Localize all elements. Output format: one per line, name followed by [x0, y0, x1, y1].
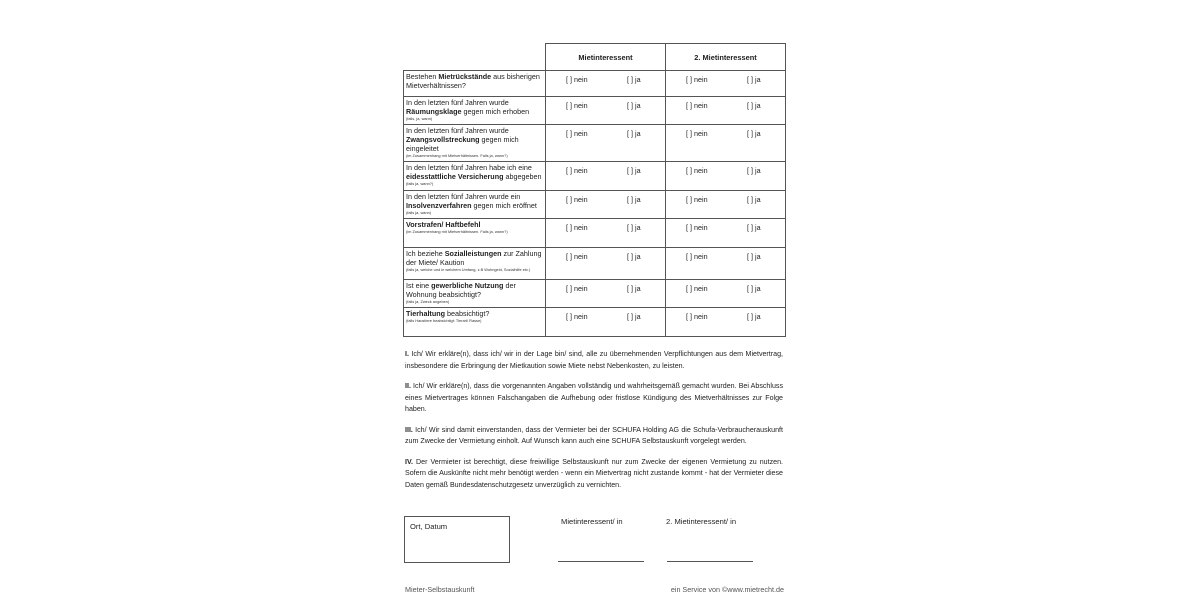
checkbox-nein[interactable]: [ ] nein	[566, 195, 588, 204]
header-applicant-2: 2. Mietinteressent	[666, 44, 786, 71]
declaration-number: III.	[405, 425, 413, 434]
question-text-post: aus bisherigen Mietverhältnissen?	[406, 72, 540, 90]
question-note: (falls ja, wann?)	[406, 181, 434, 186]
place-date-field[interactable]	[404, 516, 510, 563]
checkbox-nein[interactable]: [ ] nein	[566, 284, 588, 293]
checkbox-ja[interactable]: [ ] ja	[627, 101, 641, 110]
checkbox-ja[interactable]: [ ] ja	[627, 75, 641, 84]
declaration-text: Der Vermieter ist berechtigt, diese freiwillige Selbstauskunft nur zum Zwecke der eigenen Vermietung zu nutzen. Sofern die Auskünfte nicht mehr benötigt werden - wenn ein Mietvertrag nicht zustande kommt - hat der Vermieter diese Daten gemäß Bundesdatenschutzgesetz unverzüglich zu vernichten.	[405, 457, 783, 489]
answer-cell-applicant-2	[666, 71, 786, 97]
question-cell	[404, 97, 546, 125]
declaration-paragraph	[405, 349, 783, 372]
question-text-pre: In den letzten fünf Jahren habe ich eine	[406, 163, 532, 172]
answer-cell-applicant-1	[546, 191, 666, 219]
checkbox-nein[interactable]: [ ] nein	[566, 252, 588, 261]
checkbox-ja[interactable]: [ ] ja	[747, 166, 761, 175]
question-keyword: Mietrückstände	[438, 72, 492, 81]
question-text	[406, 163, 543, 181]
signature-line-applicant-2[interactable]	[667, 561, 753, 562]
question-cell	[404, 248, 546, 280]
declaration-text: Ich/ Wir sind damit einverstanden, dass der Vermieter bei der SCHUFA Holding AG die Schufa-Verbraucherauskunft zum Zwecke der Vermietung einholt. Auf Wunsch kann auch eine SCHUFA Selbstauskunft vorgelegt werden.	[405, 425, 783, 445]
question-cell	[404, 71, 546, 97]
checkbox-nein[interactable]: [ ] nein	[566, 129, 588, 138]
checkbox-ja[interactable]: [ ] ja	[627, 223, 641, 232]
question-text-pre: In den letzten fünf Jahren wurde	[406, 126, 509, 135]
signature-label-applicant-2: 2. Mietinteressent/ in	[666, 517, 737, 526]
question-note: (falls, ja, wann)	[406, 116, 433, 121]
checkbox-nein[interactable]: [ ] nein	[686, 129, 708, 138]
checkbox-nein[interactable]: [ ] nein	[686, 312, 708, 321]
answer-cell-applicant-1	[546, 162, 666, 191]
question-cell	[404, 280, 546, 308]
question-text	[406, 309, 543, 318]
question-row	[404, 280, 786, 308]
question-text-post: zur Zahlung der Miete/ Kaution	[406, 249, 542, 267]
question-row	[404, 71, 786, 97]
answer-cell-applicant-1	[546, 97, 666, 125]
question-text	[406, 72, 543, 90]
footer-service-link[interactable]: ein Service von ©www.mietrecht.de	[670, 585, 784, 594]
answer-cell-applicant-2	[666, 308, 786, 337]
declaration-paragraph	[405, 381, 783, 416]
question-note: (falls ja, wann)	[406, 210, 432, 215]
question-keyword: Tierhaltung	[406, 309, 446, 318]
question-text-post: gegen mich eröffnet	[471, 201, 537, 210]
question-text-post: gegen mich eingeleitet	[406, 135, 519, 153]
question-row	[404, 162, 786, 191]
question-text-pre: Bestehen	[406, 72, 439, 81]
checkbox-ja[interactable]: [ ] ja	[627, 129, 641, 138]
checkbox-nein[interactable]: [ ] nein	[686, 101, 708, 110]
question-cell	[404, 125, 546, 162]
question-text-pre: Ich beziehe	[406, 249, 445, 258]
checkbox-ja[interactable]: [ ] ja	[627, 312, 641, 321]
checkbox-ja[interactable]: [ ] ja	[747, 252, 761, 261]
question-keyword: Räumungsklage	[406, 107, 462, 116]
question-row	[404, 308, 786, 337]
header-empty-cell	[404, 44, 546, 71]
question-cell	[404, 219, 546, 248]
checkbox-nein[interactable]: [ ] nein	[566, 166, 588, 175]
checkbox-nein[interactable]: [ ] nein	[566, 223, 588, 232]
declaration-number: II.	[405, 382, 411, 390]
checkbox-nein[interactable]: [ ] nein	[686, 195, 708, 204]
answer-cell-applicant-1	[546, 219, 666, 248]
question-note: (im Zusammenhang mit Mietverhältnissen. Falls ja, wann?)	[406, 229, 508, 234]
answer-cell-applicant-2	[666, 191, 786, 219]
question-note: (falls Haustiere beabsichtigt: Tierart/ Rasse)	[406, 318, 482, 323]
checkbox-ja[interactable]: [ ] ja	[627, 252, 641, 261]
footer-title: Mieter-Selbstauskunft	[405, 585, 475, 594]
checkbox-nein[interactable]: [ ] nein	[566, 312, 588, 321]
answer-cell-applicant-1	[546, 308, 666, 337]
question-text-pre: In den letzten fünf Jahren wurde ein	[406, 192, 521, 201]
answer-cell-applicant-1	[546, 280, 666, 308]
checkbox-ja[interactable]: [ ] ja	[747, 129, 761, 138]
checkbox-ja[interactable]: [ ] ja	[747, 284, 761, 293]
answer-cell-applicant-2	[666, 125, 786, 162]
question-keyword: Insolvenzverfahren	[406, 201, 472, 210]
question-keyword: eidesstattliche Versicherung	[406, 172, 504, 181]
question-cell	[404, 191, 546, 219]
question-keyword: Vorstrafen/ Haftbefehl	[406, 220, 481, 229]
answer-cell-applicant-1	[546, 248, 666, 280]
declaration-number: IV.	[405, 457, 414, 466]
question-text	[406, 98, 543, 116]
checkbox-ja[interactable]: [ ] ja	[627, 166, 641, 175]
question-text	[406, 281, 543, 299]
question-text-post: gegen mich erhoben	[461, 107, 530, 116]
question-row	[404, 219, 786, 248]
answer-cell-applicant-2	[666, 280, 786, 308]
question-cell	[404, 308, 546, 337]
question-text-post: beabsichtigt?	[445, 309, 490, 318]
declaration-text: Ich/ Wir erkläre(n), dass die vorgenannten Angaben vollständig und wahrheitsgemäß gemacht wurden. Bei Abschluss eines Mietvertrages können Falschangaben die Aufhebung oder fristlose Kündigung des Mietverhältnisses zur Folge haben.	[405, 382, 783, 413]
question-text	[406, 126, 543, 153]
checkbox-nein[interactable]: [ ] nein	[686, 166, 708, 175]
answer-cell-applicant-2	[666, 248, 786, 280]
question-note: (falls ja, Zweck angeben)	[406, 299, 450, 304]
checkbox-nein[interactable]: [ ] nein	[566, 101, 588, 110]
question-text	[406, 220, 543, 229]
answer-cell-applicant-1	[546, 125, 666, 162]
checkbox-ja[interactable]: [ ] ja	[627, 195, 641, 204]
declaration-number: I.	[405, 350, 409, 358]
place-date-label: Ort, Datum	[410, 522, 448, 531]
answer-cell-applicant-1	[546, 71, 666, 97]
checkbox-nein[interactable]: [ ] nein	[686, 252, 708, 261]
document-page	[403, 43, 787, 600]
question-text-post: abgegeben	[503, 172, 542, 181]
question-row	[404, 191, 786, 219]
self-disclosure-table	[403, 43, 786, 337]
question-row	[404, 125, 786, 162]
question-text-post: der Wohnung beabsichtigt?	[406, 281, 516, 299]
question-note: (falls ja, welche und in welchem Umfang, z.B Wohngeld, Sozialhilfe etc.)	[406, 267, 531, 272]
checkbox-ja[interactable]: [ ] ja	[747, 101, 761, 110]
checkbox-nein[interactable]: [ ] nein	[686, 284, 708, 293]
question-keyword: Zwangsvollstreckung	[406, 135, 480, 144]
checkbox-ja[interactable]: [ ] ja	[747, 223, 761, 232]
checkbox-nein[interactable]: [ ] nein	[686, 75, 708, 84]
question-keyword: gewerbliche Nutzung	[431, 281, 504, 290]
question-row	[404, 97, 786, 125]
checkbox-ja[interactable]: [ ] ja	[747, 195, 761, 204]
answer-cell-applicant-2	[666, 219, 786, 248]
declaration-paragraph	[405, 457, 783, 492]
checkbox-ja[interactable]: [ ] ja	[747, 312, 761, 321]
declaration-paragraph	[405, 425, 783, 448]
checkbox-ja[interactable]: [ ] ja	[747, 75, 761, 84]
question-keyword: Sozialleistungen	[444, 249, 502, 258]
question-note: (im Zusammenhang mit Mietverhältnissen. Falls ja, wann?)	[406, 153, 508, 158]
signature-line-applicant-1[interactable]	[558, 561, 644, 562]
checkbox-ja[interactable]: [ ] ja	[627, 284, 641, 293]
question-cell	[404, 162, 546, 191]
question-text-pre: Ist eine	[406, 281, 432, 290]
question-text	[406, 249, 543, 267]
checkbox-nein[interactable]: [ ] nein	[686, 223, 708, 232]
question-row	[404, 248, 786, 280]
checkbox-nein[interactable]: [ ] nein	[566, 75, 588, 84]
answer-cell-applicant-2	[666, 97, 786, 125]
declarations	[405, 349, 783, 500]
signature-label-applicant-1: Mietinteressent/ in	[561, 517, 623, 526]
answer-cell-applicant-2	[666, 162, 786, 191]
question-text	[406, 192, 543, 210]
question-text-pre: In den letzten fünf Jahren wurde	[406, 98, 509, 107]
declaration-text: Ich/ Wir erkläre(n), dass ich/ wir in der Lage bin/ sind, alle zu übernehmenden Verpflichtungen aus dem Mietvertrag, insbesondere die Erbringung der Mietkaution sowie Miete nebst Nebenkosten, zu leisten.	[405, 350, 783, 370]
table-header-row	[404, 44, 786, 71]
header-applicant-1: Mietinteressent	[546, 44, 666, 71]
